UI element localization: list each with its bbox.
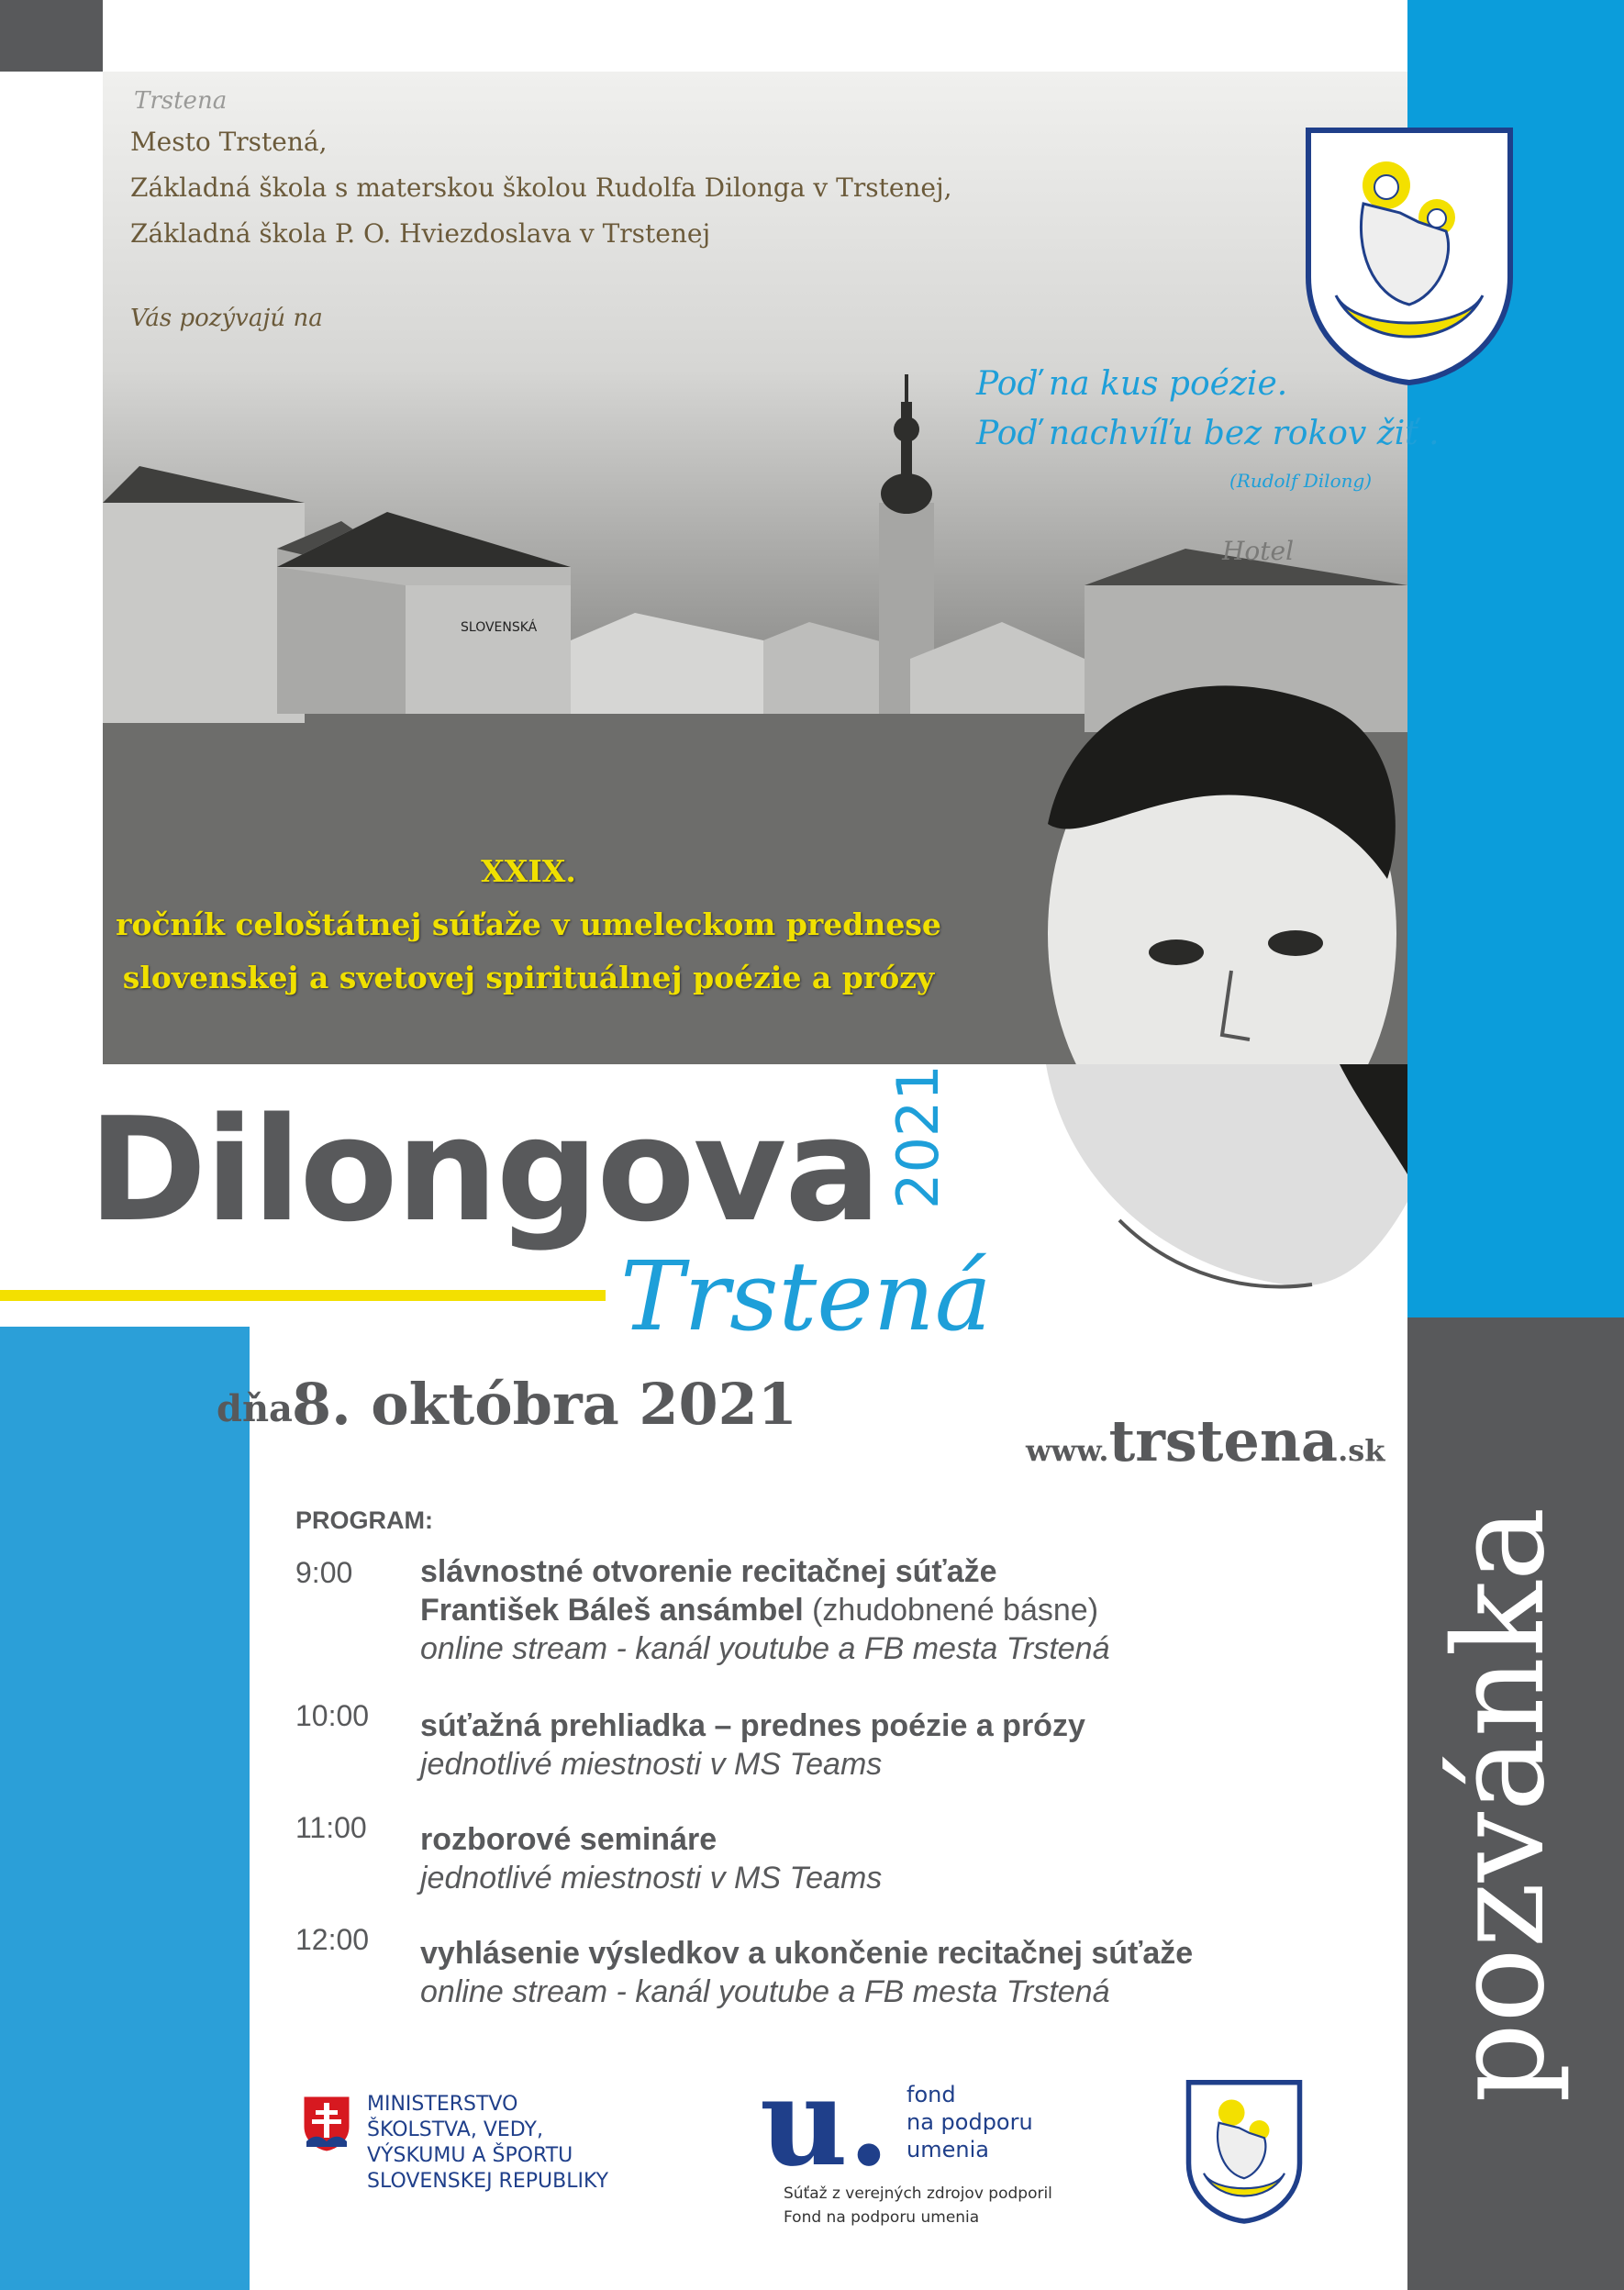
program-time: 12:00 <box>295 1923 370 1956</box>
program-item-detail <box>420 1593 1098 1629</box>
date-prefix: dňa <box>217 1387 293 1430</box>
fund-line-2: na podporu <box>907 2109 1033 2135</box>
invitation-side-label: pozvánka <box>1428 1506 1573 2103</box>
program-item-venue: jednotlivé miestnosti v MS Teams <box>420 1861 883 1895</box>
ministry-line-2: ŠKOLSTVA, VEDY, <box>367 2118 543 2141</box>
competition-description-1: ročník celoštátnej súťaže v umeleckom prednese <box>116 906 941 942</box>
portrait-lower-sketch <box>1009 1064 1407 1340</box>
ensemble-name: František Báleš ansámbel <box>420 1593 804 1628</box>
quote-line-1: Poď na kus poézie. <box>976 365 1288 403</box>
program-time: 10:00 <box>295 1699 370 1732</box>
ensemble-note: (zhudobnené básne) <box>803 1593 1099 1628</box>
organizer-school-dilong: Základná škola s materskou školou Rudolfa Dilonga v Trstenej, <box>130 172 952 203</box>
program-time: 9:00 <box>295 1556 353 1589</box>
program-item-venue: online stream - kanál youtube a FB mesta Trstená <box>420 1974 1110 2009</box>
competition-description-2: slovenskej a svetovej spirituálnej poézie a prózy <box>122 960 935 995</box>
trstena-handwriting: Trstena <box>134 87 228 115</box>
program-item-title: súťažná prehliadka – prednes poézie a prózy <box>420 1708 1085 1743</box>
grey-corner-block <box>0 0 103 72</box>
slovak-emblem-icon <box>299 2092 354 2154</box>
organizer-city: Mesto Trstená, <box>130 127 328 157</box>
ministry-line-3: VÝSKUMU A ŠPORTU <box>367 2144 573 2167</box>
blue-left-panel <box>0 1327 250 2290</box>
competition-edition: XXIX. <box>481 853 576 889</box>
event-title: Dilongova <box>88 1086 880 1253</box>
program-item-venue: online stream - kanál youtube a FB mesta Trstená <box>420 1631 1110 1666</box>
program-item-title: rozborové semináre <box>420 1822 717 1857</box>
coat-of-arms-emblem <box>1299 121 1519 387</box>
event-year: 2021 <box>884 1064 951 1209</box>
website-prefix: www. <box>1026 1433 1109 1468</box>
fund-note-line-1: Súťaž z verejných zdrojov podporil <box>784 2184 1052 2203</box>
yellow-accent-line <box>0 1290 606 1301</box>
program-item-title: slávnostné otvorenie recitačnej súťaže <box>420 1554 997 1589</box>
quote-author: (Rudolf Dilong) <box>1229 470 1373 492</box>
hotel-handwriting: Hotel <box>1222 536 1295 566</box>
quote-line-2: Poď nachvíľu bez rokov žiť . <box>976 415 1440 452</box>
program-item-title: vyhlásenie výsledkov a ukončenie recitačnej súťaže <box>420 1936 1194 1971</box>
fund-name <box>907 2081 1090 2163</box>
fund-support-note <box>784 2182 1151 2229</box>
event-subtitle-town: Trstená <box>620 1240 992 1352</box>
program-item-venue: jednotlivé miestnosti v MS Teams <box>420 1747 883 1782</box>
website-link[interactable] <box>1026 1407 1385 1474</box>
portrait-sketch <box>1048 685 1396 1064</box>
organizer-school-hviezdoslav: Základná škola P. O. Hviezdoslava v Trstenej <box>130 218 711 249</box>
invitation-phrase: Vás pozývajú na <box>130 305 323 332</box>
website-name: trstena <box>1108 1407 1339 1474</box>
program-heading: PROGRAM: <box>295 1506 433 1534</box>
program-time: 11:00 <box>295 1811 367 1844</box>
fund-note-line-2: Fond na podporu umenia <box>784 2208 980 2227</box>
shop-sign-text: SLOVENSKÁ <box>461 620 538 635</box>
fund-logo-mark: u. <box>760 2051 890 2194</box>
fund-line-1: fond <box>907 2082 956 2107</box>
ministry-line-4: SLOVENSKEJ REPUBLIKY <box>367 2170 609 2193</box>
website-suffix: .sk <box>1338 1433 1385 1468</box>
event-date: 8. októbra 2021 <box>292 1371 797 1438</box>
town-coat-of-arms-small <box>1184 2077 1305 2224</box>
ministry-line-1: MINISTERSTVO <box>367 2093 518 2116</box>
ministry-name <box>367 2092 716 2195</box>
fund-line-3: umenia <box>907 2137 989 2162</box>
